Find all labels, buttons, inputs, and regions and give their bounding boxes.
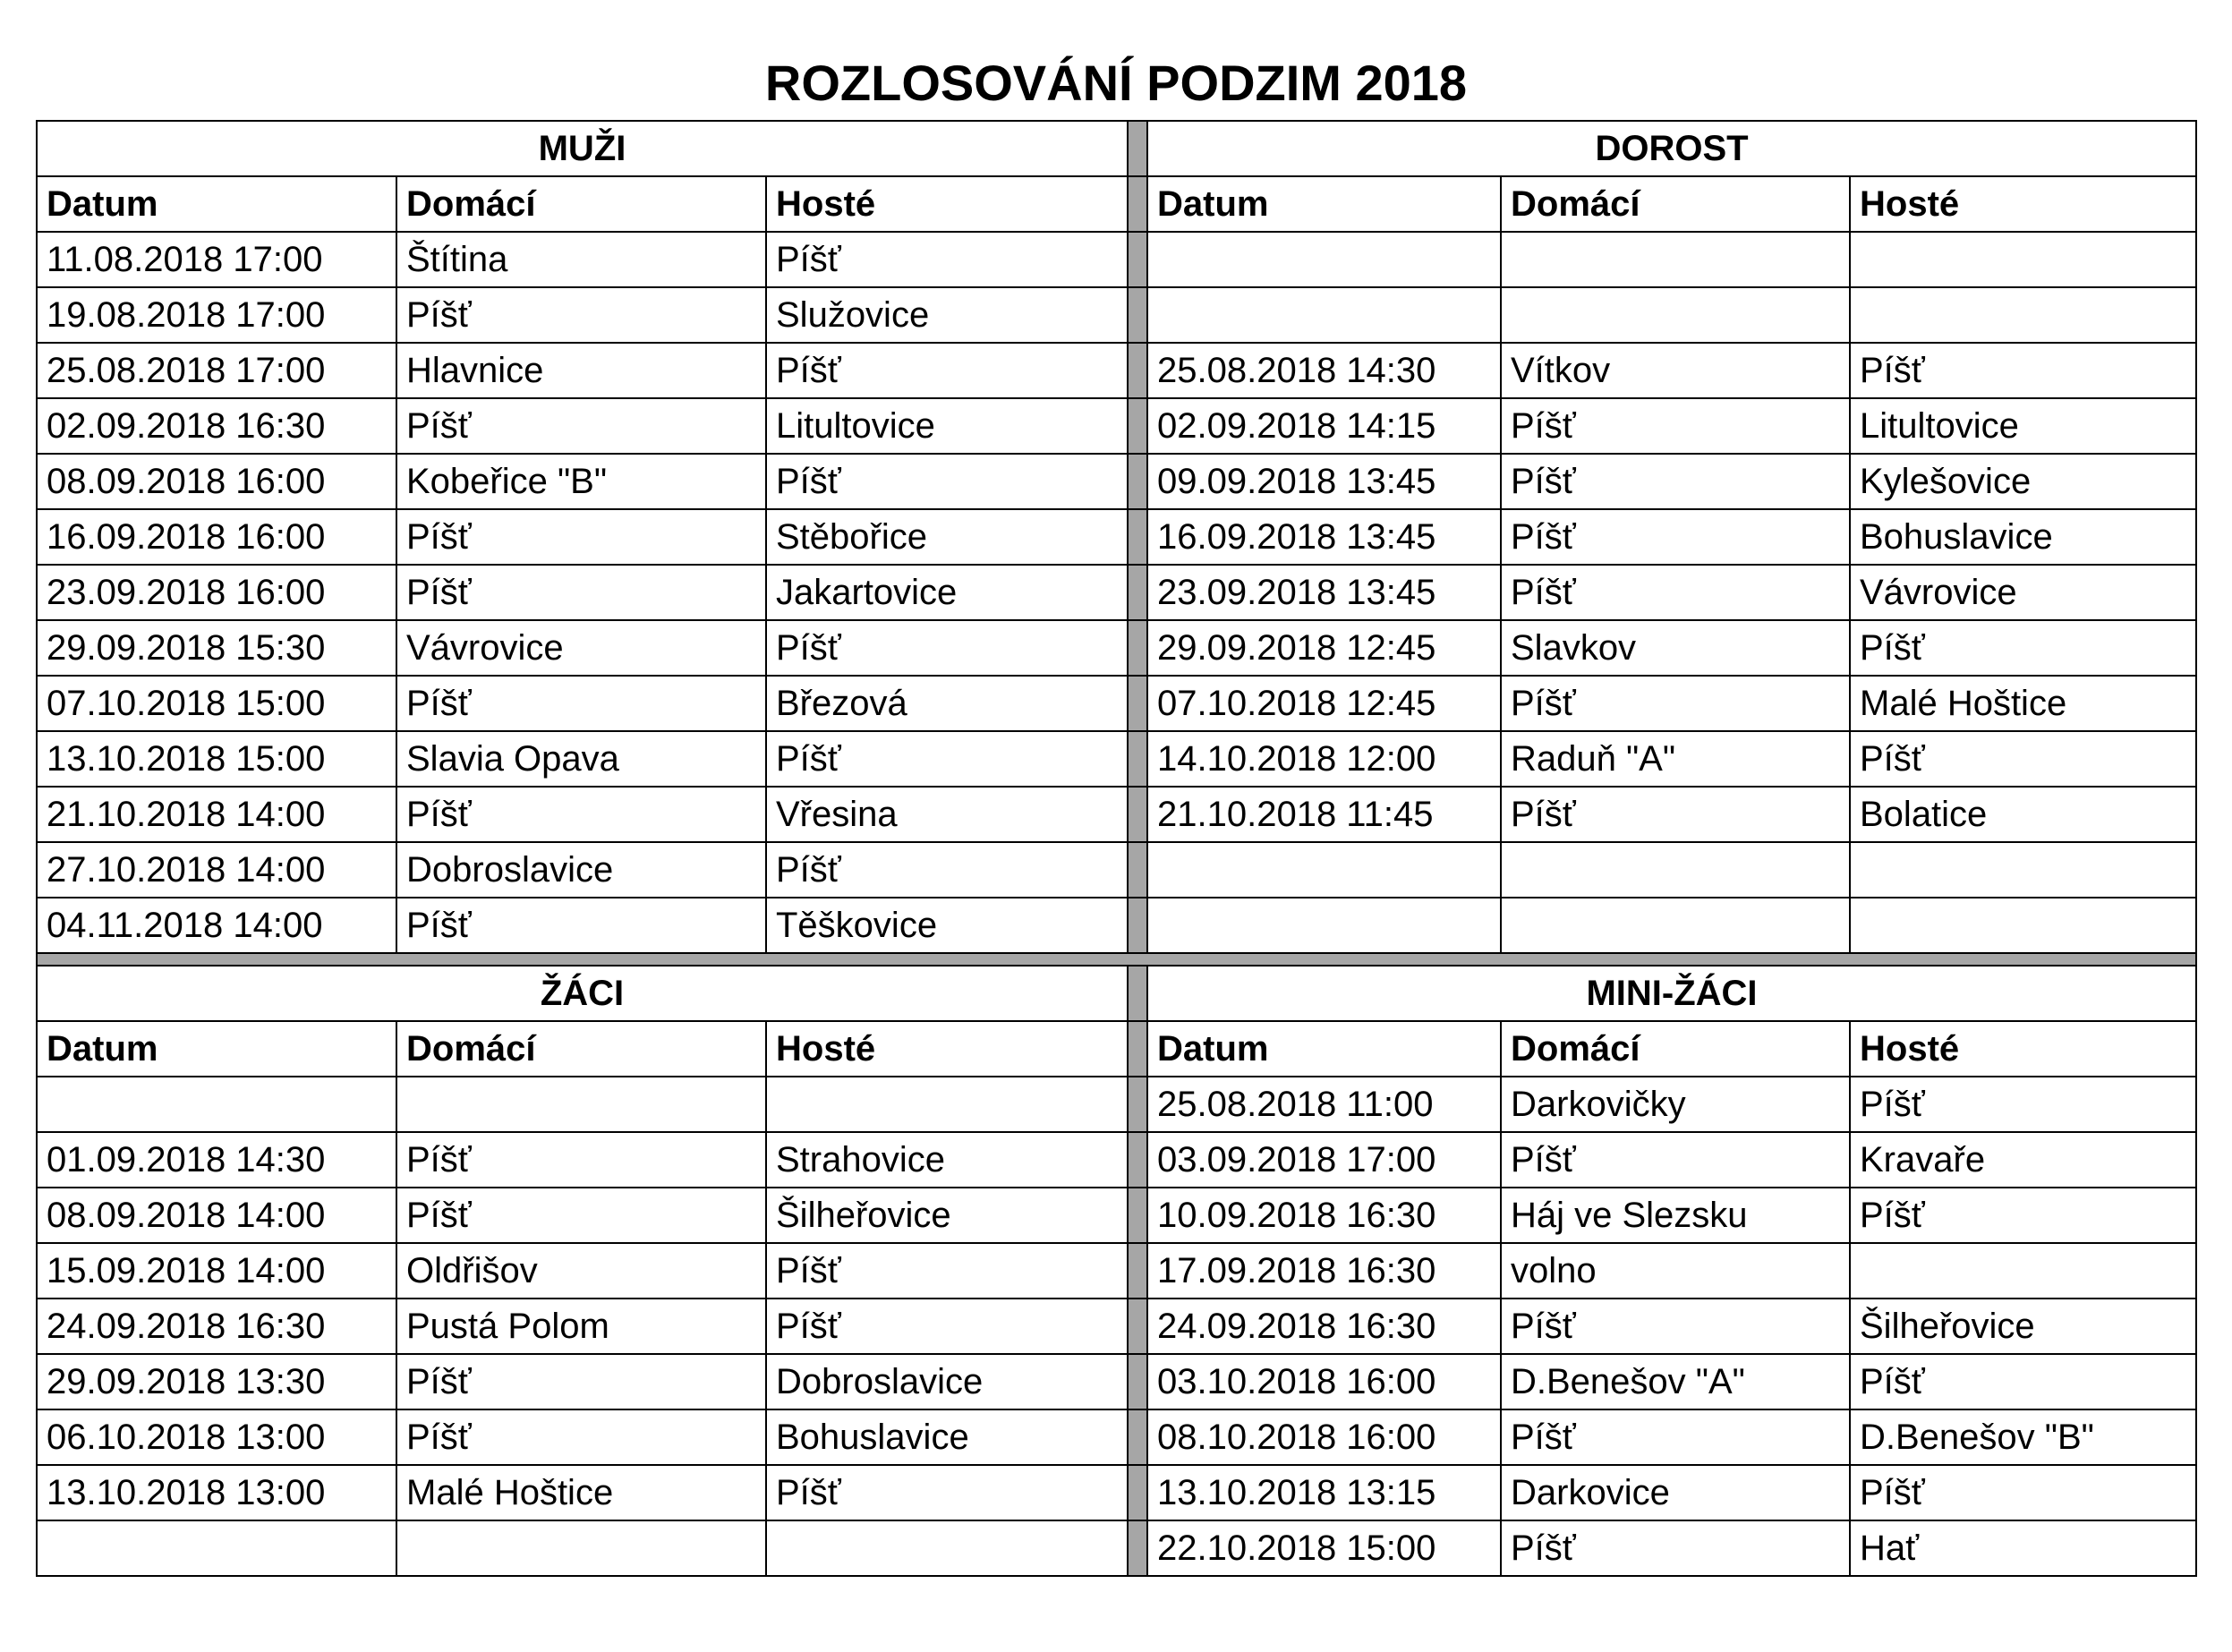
away-team: Litultovice (766, 398, 1128, 454)
match-date: 23.09.2018 16:00 (37, 565, 396, 620)
home-team: Píšť (1501, 676, 1850, 731)
away-team: Bohuslavice (1850, 509, 2196, 565)
match-date: 29.09.2018 12:45 (1147, 620, 1501, 676)
home-team (1501, 287, 1850, 343)
column-gap (1128, 1243, 1147, 1299)
column-header-hoste: Hosté (1850, 176, 2196, 232)
home-team (1501, 232, 1850, 287)
column-gap (1128, 1077, 1147, 1132)
home-team: Slavkov (1501, 620, 1850, 676)
home-team: Píšť (396, 1132, 766, 1188)
home-team (1501, 842, 1850, 898)
table-row (37, 565, 2196, 620)
table-row (37, 1077, 2196, 1132)
home-team: Píšť (396, 287, 766, 343)
match-date: 04.11.2018 14:00 (37, 898, 396, 953)
home-team (1501, 898, 1850, 953)
match-date: 21.10.2018 11:45 (1147, 787, 1501, 842)
column-header-datum: Datum (37, 1021, 396, 1077)
table-row (37, 1299, 2196, 1354)
away-team: Šilheřovice (766, 1188, 1128, 1243)
away-team (1850, 898, 2196, 953)
away-team: Malé Hoštice (1850, 676, 2196, 731)
home-team (396, 1520, 766, 1576)
home-team: Píšť (1501, 1299, 1850, 1354)
match-date: 11.08.2018 17:00 (37, 232, 396, 287)
match-date: 06.10.2018 13:00 (37, 1409, 396, 1465)
table-row (37, 232, 2196, 287)
column-header-hoste: Hosté (766, 1021, 1128, 1077)
column-gap (1128, 1520, 1147, 1576)
home-team: Píšť (1501, 398, 1850, 454)
column-gap (1128, 620, 1147, 676)
table-row (37, 509, 2196, 565)
table-row (37, 1465, 2196, 1520)
column-gap (1128, 1132, 1147, 1188)
table-row (37, 898, 2196, 953)
column-header-domaci: Domácí (1501, 1021, 1850, 1077)
match-date: 24.09.2018 16:30 (37, 1299, 396, 1354)
match-date (1147, 287, 1501, 343)
column-header-domaci: Domácí (396, 1021, 766, 1077)
table-row (37, 287, 2196, 343)
column-header-hoste: Hosté (766, 176, 1128, 232)
match-date: 07.10.2018 15:00 (37, 676, 396, 731)
column-gap (1128, 1409, 1147, 1465)
column-gap (1128, 287, 1147, 343)
away-team (1850, 842, 2196, 898)
column-gap (1128, 966, 1147, 1021)
table-row (37, 1354, 2196, 1409)
home-team: Píšť (396, 1409, 766, 1465)
schedule-table (36, 120, 2197, 1577)
away-team: Kravaře (1850, 1132, 2196, 1188)
match-date: 25.08.2018 17:00 (37, 343, 396, 398)
away-team (1850, 1243, 2196, 1299)
home-team: Hlavnice (396, 343, 766, 398)
away-team: Litultovice (1850, 398, 2196, 454)
away-team: Píšť (766, 1243, 1128, 1299)
match-date (1147, 898, 1501, 953)
away-team: D.Benešov "B" (1850, 1409, 2196, 1465)
column-header-row (37, 1021, 2196, 1077)
column-gap (1128, 398, 1147, 454)
column-gap (1128, 1354, 1147, 1409)
column-gap (1128, 731, 1147, 787)
away-team: Bohuslavice (766, 1409, 1128, 1465)
column-gap (1128, 787, 1147, 842)
away-team: Vřesina (766, 787, 1128, 842)
match-date: 23.09.2018 13:45 (1147, 565, 1501, 620)
match-date: 17.09.2018 16:30 (1147, 1243, 1501, 1299)
home-team: D.Benešov "A" (1501, 1354, 1850, 1409)
home-team: Pustá Polom (396, 1299, 766, 1354)
home-team: Vítkov (1501, 343, 1850, 398)
home-team: Oldřišov (396, 1243, 766, 1299)
column-gap (1128, 898, 1147, 953)
column-gap (1128, 454, 1147, 509)
match-date: 27.10.2018 14:00 (37, 842, 396, 898)
column-gap (1128, 121, 1147, 176)
home-team: Píšť (1501, 787, 1850, 842)
away-team (766, 1077, 1128, 1132)
section-separator (37, 953, 2196, 966)
table-row (37, 1132, 2196, 1188)
match-date: 02.09.2018 14:15 (1147, 398, 1501, 454)
match-date (1147, 842, 1501, 898)
column-gap (1128, 676, 1147, 731)
away-team (1850, 287, 2196, 343)
away-team: Píšť (766, 842, 1128, 898)
match-date: 02.09.2018 16:30 (37, 398, 396, 454)
column-header-row (37, 176, 2196, 232)
column-header-datum: Datum (1147, 1021, 1501, 1077)
page-title: ROZLOSOVÁNÍ PODZIM 2018 (764, 55, 1468, 111)
match-date: 29.09.2018 15:30 (37, 620, 396, 676)
match-date: 09.09.2018 13:45 (1147, 454, 1501, 509)
away-team: Jakartovice (766, 565, 1128, 620)
match-date: 10.09.2018 16:30 (1147, 1188, 1501, 1243)
column-gap (1128, 1465, 1147, 1520)
away-team: Píšť (766, 1465, 1128, 1520)
home-team: volno (1501, 1243, 1850, 1299)
away-team: Píšť (1850, 343, 2196, 398)
home-team: Píšť (1501, 1520, 1850, 1576)
home-team: Píšť (396, 898, 766, 953)
home-team (396, 1077, 766, 1132)
home-team: Píšť (1501, 1132, 1850, 1188)
table-row (37, 731, 2196, 787)
away-team: Služovice (766, 287, 1128, 343)
match-date: 25.08.2018 14:30 (1147, 343, 1501, 398)
match-date: 07.10.2018 12:45 (1147, 676, 1501, 731)
section-title-mini-zaci: MINI-ŽÁCI (1147, 966, 2196, 1021)
away-team: Píšť (766, 731, 1128, 787)
column-gap (1128, 232, 1147, 287)
section-header-row (37, 966, 2196, 1021)
match-date: 25.08.2018 11:00 (1147, 1077, 1501, 1132)
column-header-hoste: Hosté (1850, 1021, 2196, 1077)
column-gap (1128, 1021, 1147, 1077)
away-team: Píšť (766, 343, 1128, 398)
away-team: Kylešovice (1850, 454, 2196, 509)
away-team: Píšť (1850, 1188, 2196, 1243)
away-team: Píšť (766, 232, 1128, 287)
away-team: Píšť (1850, 620, 2196, 676)
away-team: Píšť (766, 620, 1128, 676)
away-team: Píšť (1850, 1465, 2196, 1520)
home-team: Píšť (1501, 565, 1850, 620)
away-team: Strahovice (766, 1132, 1128, 1188)
home-team: Slavia Opava (396, 731, 766, 787)
away-team (766, 1520, 1128, 1576)
table-row (37, 1243, 2196, 1299)
column-gap (1128, 842, 1147, 898)
section-title-zaci: ŽÁCI (37, 966, 1128, 1021)
match-date: 08.10.2018 16:00 (1147, 1409, 1501, 1465)
match-date: 21.10.2018 14:00 (37, 787, 396, 842)
column-header-domaci: Domácí (1501, 176, 1850, 232)
home-team: Darkovice (1501, 1465, 1850, 1520)
home-team: Píšť (1501, 509, 1850, 565)
match-date: 08.09.2018 14:00 (37, 1188, 396, 1243)
column-gap (1128, 343, 1147, 398)
column-header-datum: Datum (37, 176, 396, 232)
away-team (1850, 232, 2196, 287)
match-date: 16.09.2018 13:45 (1147, 509, 1501, 565)
match-date (37, 1077, 396, 1132)
home-team: Píšť (1501, 1409, 1850, 1465)
table-row (37, 343, 2196, 398)
away-team: Píšť (766, 454, 1128, 509)
match-date: 03.09.2018 17:00 (1147, 1132, 1501, 1188)
match-date: 19.08.2018 17:00 (37, 287, 396, 343)
table-row (37, 842, 2196, 898)
column-header-datum: Datum (1147, 176, 1501, 232)
section-header-row (37, 121, 2196, 176)
home-team: Píšť (396, 565, 766, 620)
table-row (37, 676, 2196, 731)
column-header-domaci: Domácí (396, 176, 766, 232)
away-team: Těškovice (766, 898, 1128, 953)
away-team: Píšť (766, 1299, 1128, 1354)
section-title-muzi: MUŽI (37, 121, 1128, 176)
match-date: 29.09.2018 13:30 (37, 1354, 396, 1409)
section-title-dorost: DOROST (1147, 121, 2196, 176)
match-date: 13.10.2018 13:15 (1147, 1465, 1501, 1520)
column-gap (1128, 509, 1147, 565)
home-team: Háj ve Slezsku (1501, 1188, 1850, 1243)
table-row (37, 1409, 2196, 1465)
home-team: Vávrovice (396, 620, 766, 676)
home-team: Píšť (1501, 454, 1850, 509)
match-date: 16.09.2018 16:00 (37, 509, 396, 565)
home-team: Píšť (396, 398, 766, 454)
away-team: Březová (766, 676, 1128, 731)
away-team: Píšť (1850, 1354, 2196, 1409)
table-row (37, 787, 2196, 842)
match-date: 03.10.2018 16:00 (1147, 1354, 1501, 1409)
home-team: Raduň "A" (1501, 731, 1850, 787)
away-team: Šilheřovice (1850, 1299, 2196, 1354)
match-date: 15.09.2018 14:00 (37, 1243, 396, 1299)
table-row (37, 1520, 2196, 1576)
match-date: 01.09.2018 14:30 (37, 1132, 396, 1188)
home-team: Darkovičky (1501, 1077, 1850, 1132)
column-gap (1128, 176, 1147, 232)
away-team: Dobroslavice (766, 1354, 1128, 1409)
away-team: Vávrovice (1850, 565, 2196, 620)
away-team: Stěbořice (766, 509, 1128, 565)
column-gap (1128, 1299, 1147, 1354)
match-date: 13.10.2018 13:00 (37, 1465, 396, 1520)
match-date: 22.10.2018 15:00 (1147, 1520, 1501, 1576)
home-team: Píšť (396, 676, 766, 731)
away-team: Píšť (1850, 731, 2196, 787)
match-date: 08.09.2018 16:00 (37, 454, 396, 509)
away-team: Bolatice (1850, 787, 2196, 842)
table-row (37, 1188, 2196, 1243)
match-date: 14.10.2018 12:00 (1147, 731, 1501, 787)
home-team: Píšť (396, 1354, 766, 1409)
table-row (37, 398, 2196, 454)
home-team: Kobeřice "B" (396, 454, 766, 509)
table-row (37, 454, 2196, 509)
away-team: Píšť (1850, 1077, 2196, 1132)
away-team: Hať (1850, 1520, 2196, 1576)
column-gap (1128, 565, 1147, 620)
home-team: Štítina (396, 232, 766, 287)
home-team: Píšť (396, 787, 766, 842)
match-date: 24.09.2018 16:30 (1147, 1299, 1501, 1354)
home-team: Píšť (396, 509, 766, 565)
separator-bar (37, 953, 2196, 966)
match-date (37, 1520, 396, 1576)
match-date (1147, 232, 1501, 287)
match-date: 13.10.2018 15:00 (37, 731, 396, 787)
table-row (37, 620, 2196, 676)
home-team: Píšť (396, 1188, 766, 1243)
home-team: Malé Hoštice (396, 1465, 766, 1520)
home-team: Dobroslavice (396, 842, 766, 898)
column-gap (1128, 1188, 1147, 1243)
